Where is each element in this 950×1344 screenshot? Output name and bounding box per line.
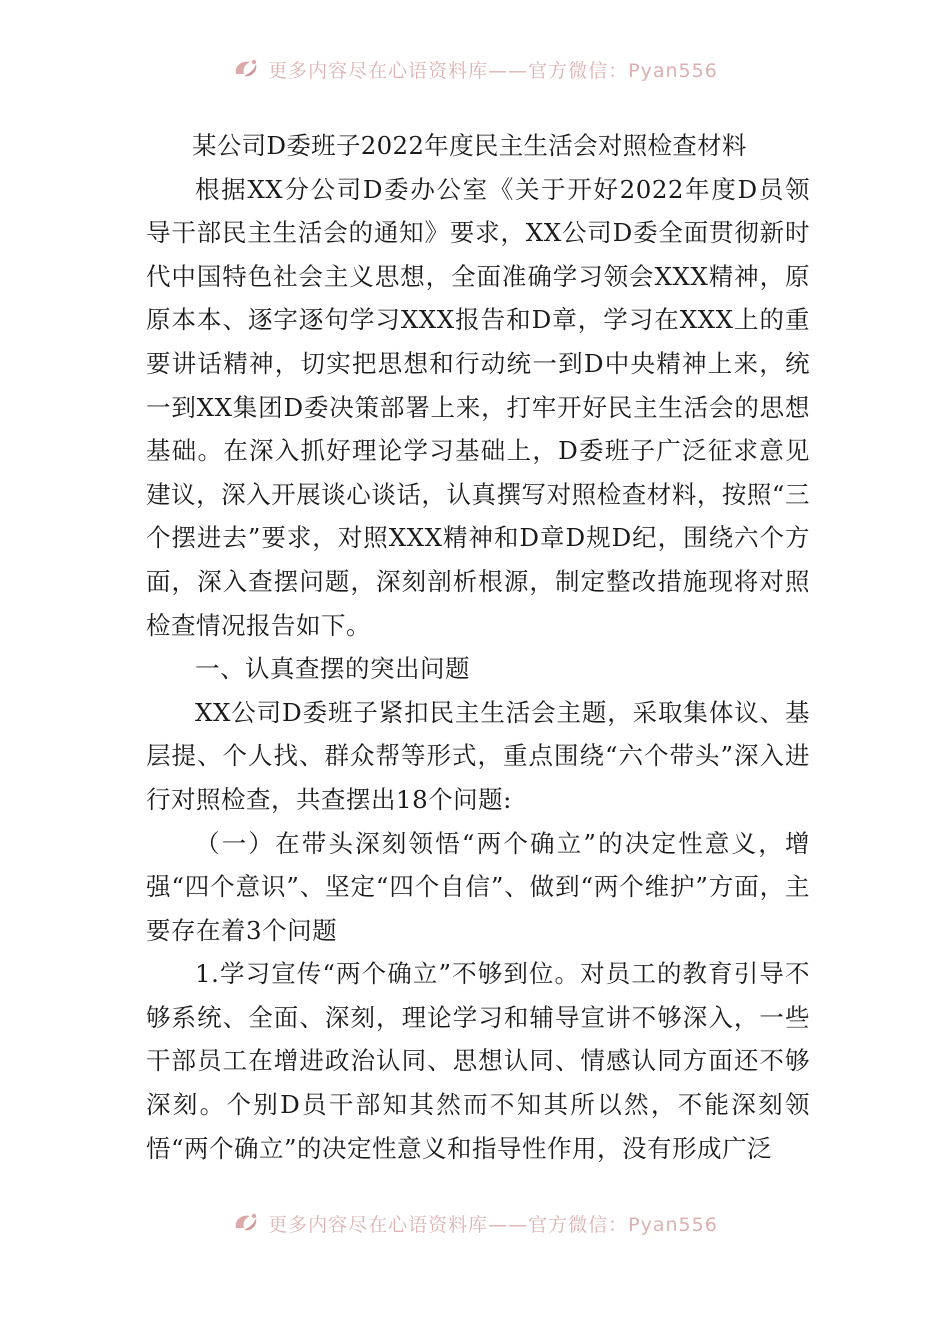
watermark-text: 更多内容尽在心语资料库——官方微信：Pyan556 [268, 1213, 718, 1236]
watermark-logo-icon [232, 1210, 262, 1236]
document-body [146, 124, 810, 1170]
watermark-top [0, 52, 950, 86]
document-title: 某公司D委班子2022年度民主生活会对照检查材料 [192, 131, 747, 160]
paragraph-overview: XX公司D委班子紧扣民主生活会主题，采取集体议、基层提、个人找、群众帮等形式，重点围绕“六个带头”深入进行对照检查，共查摆出18个问题: [146, 697, 810, 814]
paragraph-issue-1: 1.学习宣传“两个确立”不够到位。对员工的教育引导不够系统、全面、深刻，理论学习和辅导宣讲不够深入，一些干部员工在增进政治认同、思想认同、情感认同方面还不够深刻。个别D员干部知其然而不知其所以然，不能深刻领悟“两个确立”的决定性意义和指导性作用，没有形成广泛 [146, 959, 810, 1163]
paragraph-intro: 根据XX分公司D委办公室《关于开好2022年度D员领导干部民主生活会的通知》要求，XX公司D委全面贯彻新时代中国特色社会主义思想，全面准确学习领会XXX精神，原原本本、逐字逐句学习XXX报告和D章，学习在XXX上的重要讲话精神，切实把思想和行动统一到D中央精神上来，统一到XX集团D委决策部署上来，打牢开好民主生活会的思想基础。在深入抓好理论学习基础上，D委班子广泛征求意见建议，深入开展谈心谈话，认真撰写对照检查材料，按照“三个摆进去”要求，对照XXX精神和D章D规D纪，围绕六个方面，深入查摆问题，深刻剖析根源，制定整改措施现将对照检查情况报告如下。 [146, 174, 810, 640]
watermark-bottom [0, 1206, 950, 1240]
watermark-text: 更多内容尽在心语资料库——官方微信：Pyan556 [268, 59, 718, 82]
section-heading-1: 一、认真查摆的突出问题 [195, 654, 470, 684]
watermark-logo-icon [232, 56, 262, 82]
subsection-heading-1: （一）在带头深刻领悟“两个确立”的决定性意义，增强“四个意识”、坚定“四个自信”、做到“两个维护”方面，主要存在着3个问题 [146, 828, 810, 945]
